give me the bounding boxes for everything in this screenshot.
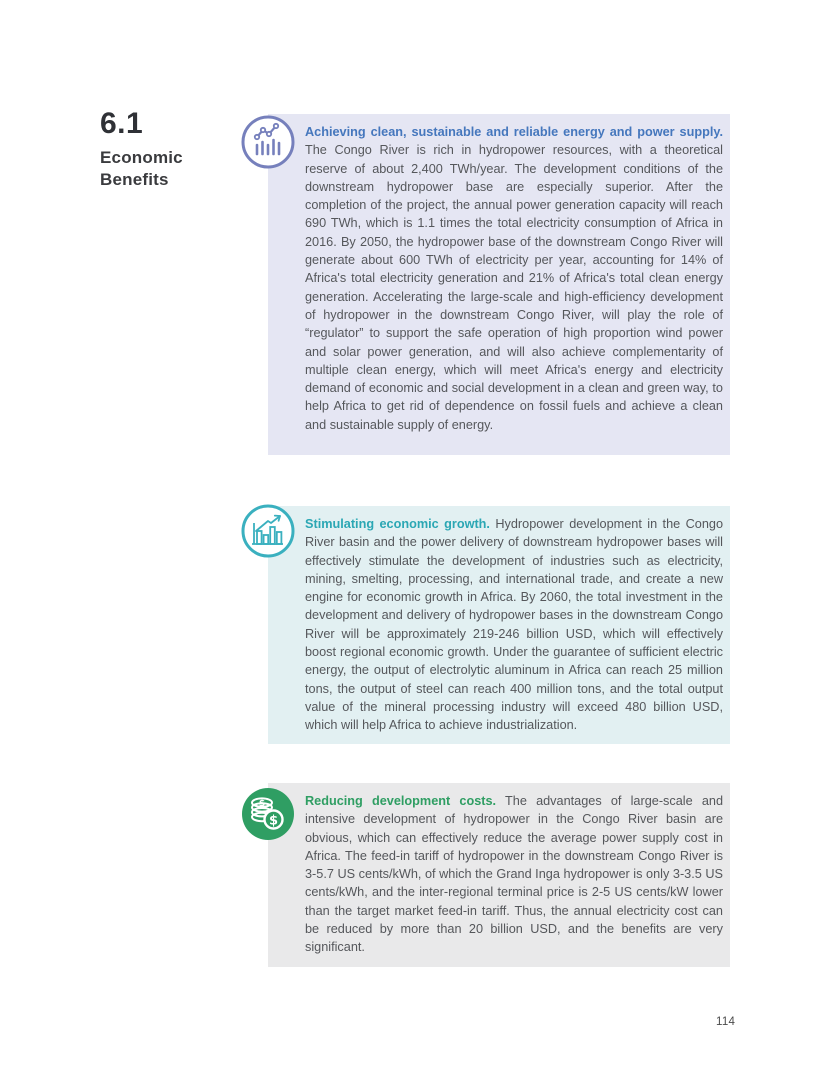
benefit-card-growth xyxy=(268,506,730,744)
benefit-paragraph xyxy=(305,123,723,434)
benefit-paragraph xyxy=(305,792,723,957)
dollar-coins-icon xyxy=(240,786,296,842)
bar-chart-growth-arrow-icon xyxy=(240,503,296,559)
section-header xyxy=(100,108,250,191)
benefit-card-costs xyxy=(258,783,730,967)
section-title-line1: Economic xyxy=(100,148,183,167)
section-number: 6.1 xyxy=(100,107,144,140)
section-title-line2: Benefits xyxy=(100,170,169,189)
benefit-heading: Achieving clean, sustainable and reliable energy and power supply. xyxy=(305,125,723,139)
line-and-bars-chart-icon xyxy=(240,114,296,170)
page-number: 114 xyxy=(716,1016,736,1028)
benefit-heading: Stimulating economic growth. xyxy=(305,517,490,531)
benefit-card-energy xyxy=(268,114,730,455)
svg-text:$: $ xyxy=(268,813,279,829)
benefit-body: The Congo River is rich in hydropower resources, with a theoretical reserve of about 2,400 TWh/year. The development conditions of the downstream hydropower base are especially superior. After the completion of the project, the annual power generation capacity will reach 690 TWh, which is 1.1 times the total electricity consumption of Africa in 2016. By 2050, the hydropower base of the downstream Congo River will generate about 600 TWh of electricity per year, accounting for 14% of Africa's total electricity generation and 21% of Africa's total clean energy generation. Accelerating the large-scale and high-efficiency development of hydropower in the downstream Congo River, will play the role of “regulator” to support the safe operation of high proportion wind power and solar power generation, and will also achieve complementarity of multiple clean energy, which will meet Africa's energy and electricity demand of economic and social development in a clean and green way, to help Africa to get rid of dependence on fossil fuels and achieve a clean and sustainable supply of energy. xyxy=(305,143,723,432)
benefit-paragraph xyxy=(305,515,723,735)
svg-text:$: $ xyxy=(258,798,266,809)
section-title xyxy=(100,147,250,191)
benefit-body: Hydropower development in the Congo River basin and the power delivery of downstream hydropower bases will effectively stimulate the development of industries such as electricity, mining, smelting, processing, and international trade, and create a new engine for economic growth in Africa. By 2060, the total investment in the development and delivery of hydropower bases in the downstream Congo River will be approximately 219-246 billion USD, which will effectively boost regional economic growth. Under the guarantee of sufficient electric energy, the output of electrolytic aluminum in Africa can reach 25 million tons, the output of steel can reach 400 million tons, and the total output value of the mineral processing industry will exceed 480 billion USD, which will help Africa to achieve industrialization. xyxy=(305,517,723,733)
benefit-heading: Reducing development costs. xyxy=(305,794,497,808)
benefit-body: The advantages of large-scale and intensive development of hydropower in the Congo River basin are obvious, which can effectively reduce the average power supply cost in Africa. The feed-in tariff of hydropower in the downstream Congo River is 3-5.7 US cents/kWh, of which the Grand Inga hydropower is only 3-3.5 US cents/kWh, and the inter-regional terminal price is 2-5 US cents/kW lower than the target market feed-in tariff. Thus, the annual electricity cost can be reduced by more than 20 billion USD, and the benefits are very significant. xyxy=(305,794,724,955)
